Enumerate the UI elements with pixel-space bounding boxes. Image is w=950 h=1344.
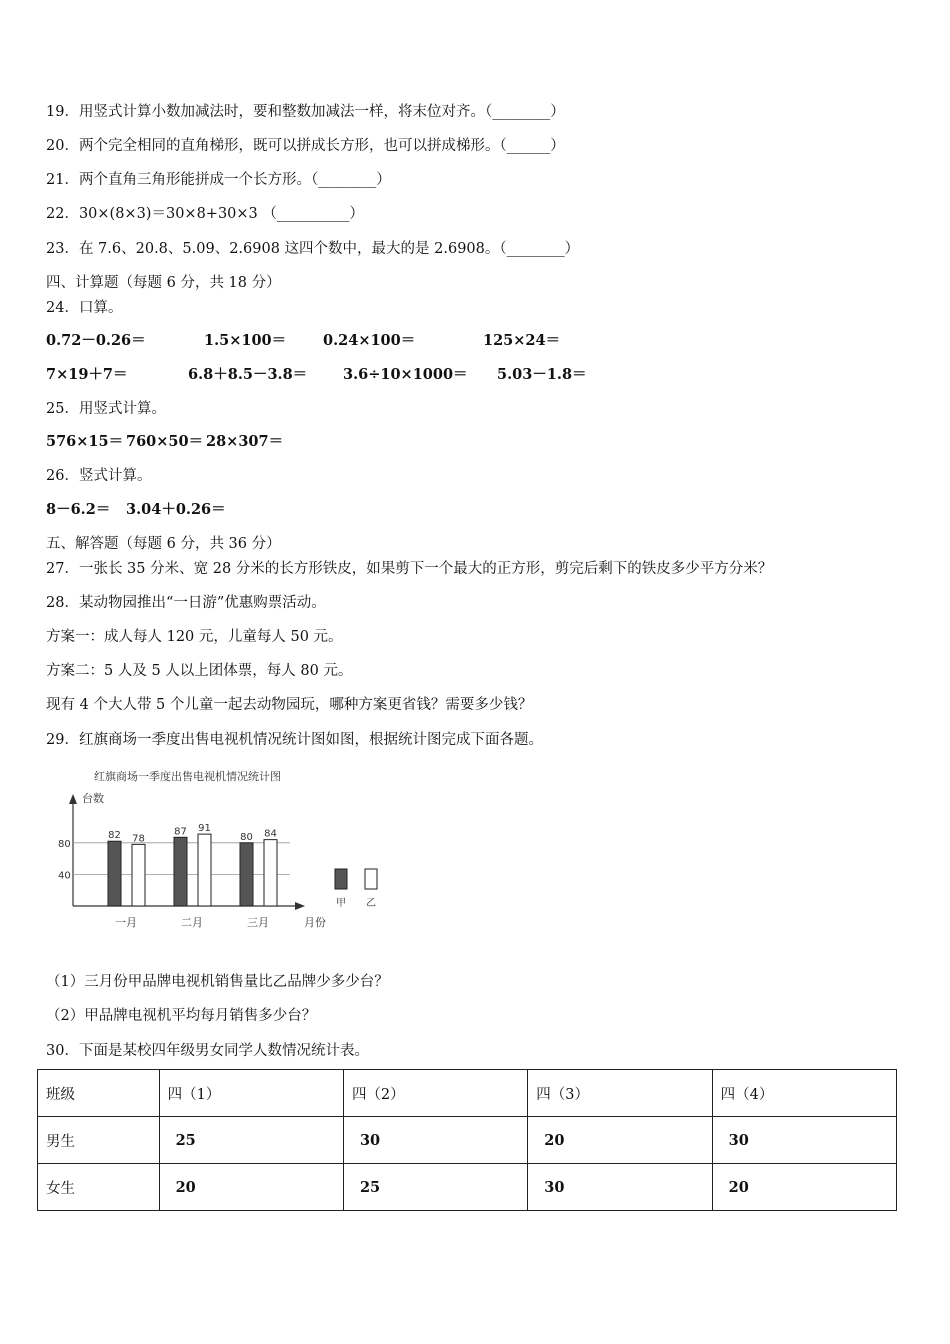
table-header-cell: 班级: [38, 1070, 160, 1117]
x-axis-arrow: [295, 902, 305, 910]
table-cell: 30: [343, 1117, 527, 1164]
mental-calc-5: 7×19＋7＝: [46, 366, 128, 383]
legend-label: 乙: [366, 898, 376, 909]
legend: [335, 869, 377, 909]
value-labels: [108, 823, 277, 844]
table-cell: 30: [528, 1164, 712, 1211]
bar-甲: [174, 837, 187, 906]
bar-乙: [198, 834, 211, 906]
bar-乙: [264, 840, 277, 906]
bar-value-label: 91: [198, 823, 211, 835]
x-tick-label: 三月: [247, 916, 269, 929]
y-tick-label: 80: [58, 838, 71, 850]
y-axis-label: 台数: [82, 792, 104, 805]
question-28-plan2: 方案二：5 人及 5 人以上团体票，每人 80 元。: [46, 663, 353, 679]
legend-swatch: [365, 869, 377, 889]
bar-甲: [240, 843, 253, 906]
bar-乙: [132, 844, 145, 906]
y-tick-label: 40: [58, 870, 71, 882]
question-27: 27．一张长 35 分米、宽 28 分米的长方形铁皮，如果剪下一个最大的正方形，剪完后剩下的铁皮多少平方分米？: [46, 561, 773, 577]
chart-title: 红旗商场一季度出售电视机情况统计图: [94, 770, 281, 783]
legend-swatch: [335, 869, 347, 889]
table-row-label: 男生: [38, 1117, 160, 1164]
question-22: 22．30×(8×3)＝30×8+30×3 （__________）: [46, 206, 364, 222]
table-cell: 20: [159, 1164, 343, 1211]
mental-calc-1: 0.72－0.26＝: [46, 332, 146, 349]
section-4-title: 四、计算题（每题 6 分，共 18 分）: [46, 275, 281, 291]
bar-value-label: 84: [264, 828, 277, 840]
question-25-title: 25．用竖式计算。: [46, 401, 166, 417]
vertical-calc-2: 760×50＝: [126, 433, 204, 450]
table-cell: 20: [528, 1117, 712, 1164]
mental-calc-3: 0.24×100＝: [323, 332, 416, 349]
table-header-cell: 四（3）: [528, 1070, 712, 1117]
vertical-calc-4: 8－6.2＝: [46, 501, 111, 518]
table-cell: 25: [343, 1164, 527, 1211]
table-cell: 20: [712, 1164, 896, 1211]
question-30-title: 30．下面是某校四年级男女同学人数情况统计表。: [46, 1043, 369, 1059]
table-row-label: 女生: [38, 1164, 160, 1211]
table-row: [38, 1164, 897, 1211]
y-axis-arrow: [69, 794, 77, 804]
vertical-calc-1: 576×15＝: [46, 433, 124, 450]
vertical-calc-3: 28×307＝: [206, 433, 284, 450]
question-29-sub2: （2）甲品牌电视机平均每月销售多少台？: [46, 1008, 317, 1024]
question-29-title: 29．红旗商场一季度出售电视机情况统计图如图，根据统计图完成下面各题。: [46, 732, 543, 748]
question-24-title: 24．口算。: [46, 300, 123, 316]
question-23: 23．在 7.6、20.8、5.09、2.6908 这四个数中，最大的是 2.6908。（________）: [46, 241, 580, 257]
mental-calc-8: 5.03－1.8＝: [497, 366, 587, 383]
bar-value-label: 78: [132, 833, 145, 845]
tv-sales-bar-chart: [50, 764, 390, 939]
x-tick-label: 一月: [115, 916, 137, 929]
table-cell: 25: [159, 1117, 343, 1164]
question-28-plan1: 方案一：成人每人 120 元，儿童每人 50 元。: [46, 629, 343, 645]
question-28-ask: 现有 4 个大人带 5 个儿童一起去动物园玩，哪种方案更省钱？需要多少钱？: [46, 697, 533, 713]
question-20: 20．两个完全相同的直角梯形，既可以拼成长方形，也可以拼成梯形。（______）: [46, 138, 565, 154]
bar-value-label: 87: [174, 826, 187, 838]
x-axis-label: 月份: [304, 916, 326, 929]
mental-calc-2: 1.5×100＝: [204, 332, 287, 349]
question-28-title: 28．某动物园推出“一日游”优惠购票活动。: [46, 595, 326, 611]
question-29-sub1: （1）三月份甲品牌电视机销售量比乙品牌少多少台？: [46, 974, 389, 990]
mental-calc-7: 3.6÷10×1000＝: [343, 366, 468, 383]
legend-label: 甲: [336, 898, 346, 909]
x-tick-label: 二月: [181, 916, 203, 929]
table-cell: 30: [712, 1117, 896, 1164]
bar-value-label: 82: [108, 830, 121, 842]
table-header-cell: 四（1）: [159, 1070, 343, 1117]
table-header-cell: 四（2）: [343, 1070, 527, 1117]
table-header-cell: 四（4）: [712, 1070, 896, 1117]
student-count-table: [37, 1069, 897, 1211]
table-header-row: [38, 1070, 897, 1117]
section-5-title: 五、解答题（每题 6 分，共 36 分）: [46, 536, 281, 552]
table-row: [38, 1117, 897, 1164]
bar-value-label: 80: [240, 831, 253, 843]
bar-甲: [108, 841, 121, 906]
mental-calc-6: 6.8＋8.5－3.8＝: [188, 366, 308, 383]
mental-calc-4: 125×24＝: [483, 332, 561, 349]
question-21: 21．两个直角三角形能拼成一个长方形。（________）: [46, 172, 391, 188]
vertical-calc-5: 3.04＋0.26＝: [126, 501, 226, 518]
category-labels: [115, 916, 269, 929]
question-19: 19．用竖式计算小数加减法时，要和整数加减法一样，将末位对齐。（________）: [46, 104, 565, 120]
question-26-title: 26．竖式计算。: [46, 468, 152, 484]
